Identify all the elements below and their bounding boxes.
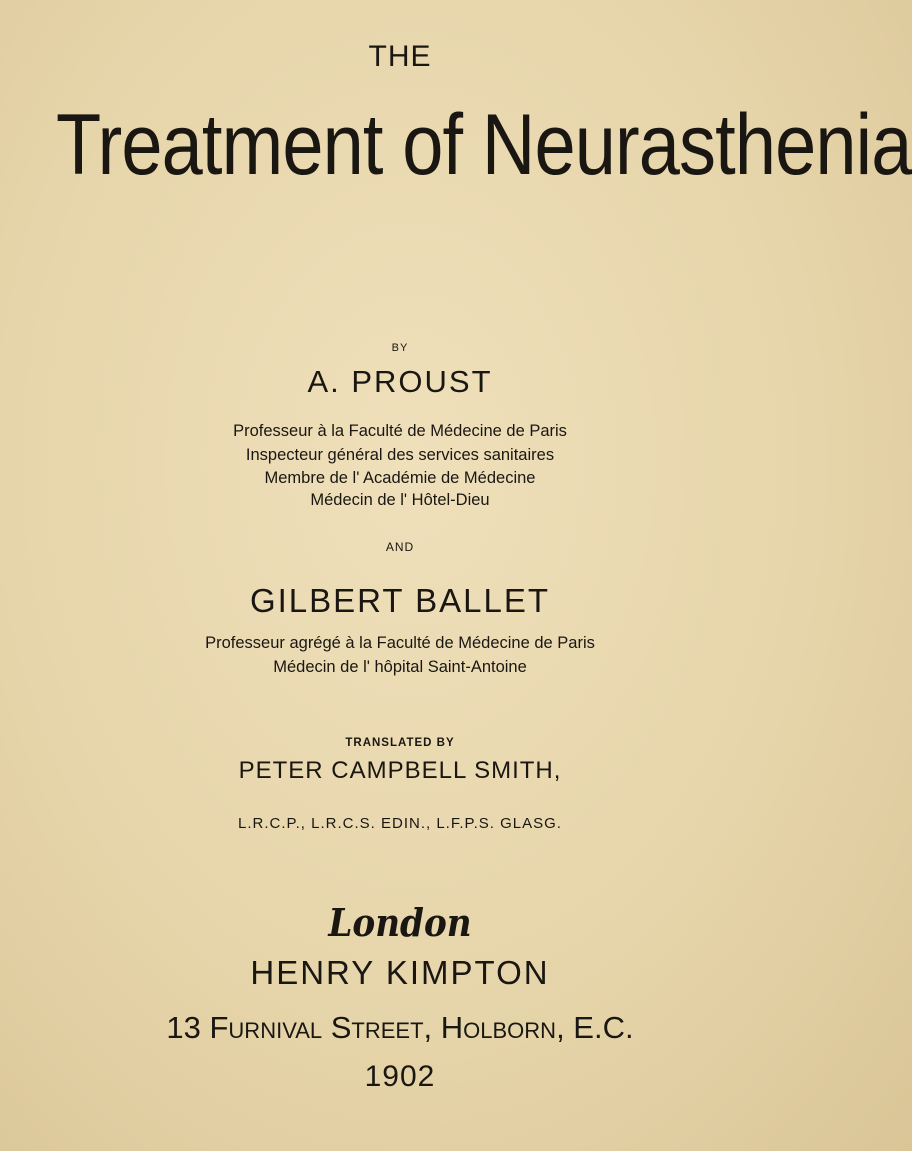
translator-degrees: L.R.C.P., L.R.C.S. EDIN., L.F.P.S. GLASG. xyxy=(238,815,562,832)
publisher-address: 13 Furnival Street, Holborn, E.C. xyxy=(166,1010,634,1045)
book-title: Treatment of Neurasthenia xyxy=(56,97,912,193)
author-name-proust: A. PROUST xyxy=(307,364,493,399)
translated-by-label: TRANSLATED BY xyxy=(345,737,455,749)
publication-year: 1902 xyxy=(364,1060,436,1093)
author1-credential: Professeur à la Faculté de Médecine de Paris xyxy=(233,422,567,440)
by-label: BY xyxy=(391,342,409,354)
author2-credential: Professeur agrégé à la Faculté de Médecine de Paris xyxy=(205,634,595,652)
author1-credential: Médecin de l' Hôtel-Dieu xyxy=(310,491,490,509)
publication-city: London xyxy=(328,900,472,945)
author1-credential: Inspecteur général des services sanitaires xyxy=(245,446,555,464)
title-prefix: THE xyxy=(368,40,432,73)
author-name-ballet: GILBERT BALLET xyxy=(249,582,551,619)
translator-name: PETER CAMPBELL SMITH, xyxy=(238,757,562,784)
author1-credential: Membre de l' Académie de Médecine xyxy=(264,469,536,487)
publisher-name: HENRY KIMPTON xyxy=(250,954,550,991)
author2-credential: Médecin de l' hôpital Saint-Antoine xyxy=(273,658,527,676)
and-label: AND xyxy=(385,540,415,554)
